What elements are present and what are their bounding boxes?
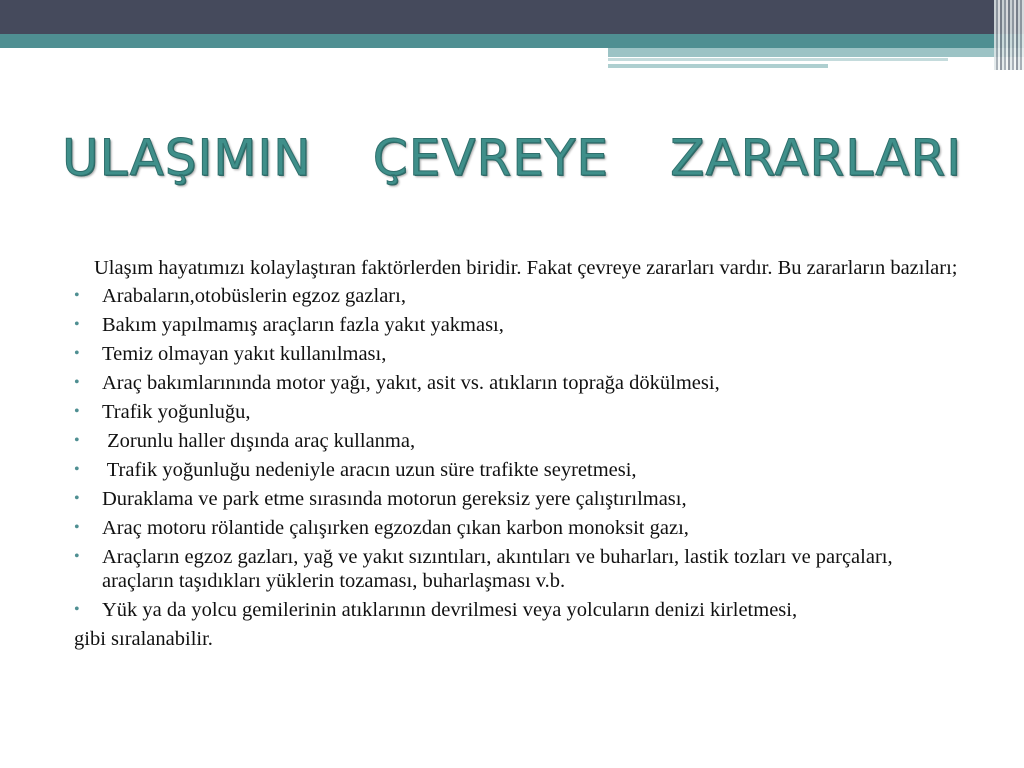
list-item-text: Araçların egzoz gazları, yağ ve yakıt sızıntıları, akıntıları ve buharları, lastik tozları ve parçaları, araçların taşıdıkları yüklerin tozaması, buharlaşması v.b. [102,546,893,592]
bullet-icon: • [74,345,80,362]
outro-text: gibi sıralanabilir. [74,628,213,650]
list-item-text: Yük ya da yolcu gemilerinin atıklarının devrilmesi veya yolcuların denizi kirletmesi, [102,599,798,621]
bullet-icon: • [74,374,80,391]
title-word: ULAŞIMIN [62,129,312,187]
list-item-text: Duraklama ve park etme sırasında motorun gereksiz yere çalıştırılması, [102,488,687,510]
bullet-icon: • [74,287,80,304]
bullet-icon: • [74,316,80,333]
list-item [74,313,964,337]
list-item-text: Trafik yoğunluğu, [102,401,251,423]
list-item [74,598,964,622]
header-band-teal [0,34,1024,48]
bullet-icon: • [74,601,80,618]
bullet-list [74,284,964,622]
list-item-text: Zorunlu haller dışında araç kullanma, [102,430,416,452]
intro-paragraph: Ulaşım hayatımızı kolaylaştıran faktörlerden biridir. Fakat çevreye zararları vardır. Bu zararların bazıları; [94,257,958,279]
header-band-accent [608,48,1024,57]
list-item [74,400,964,424]
list-item [74,429,964,453]
bullet-icon: • [74,519,80,536]
list-item-text: Araç bakımlarınında motor yağı, yakıt, asit vs. atıkların toprağa dökülmesi, [102,372,720,394]
bullet-icon: • [74,490,80,507]
bullet-icon: • [74,461,80,478]
list-item [74,284,964,308]
bullet-icon: • [74,432,80,449]
bullet-icon: • [74,403,80,420]
header-line [608,64,828,68]
header-band-dark [0,0,1024,34]
title-word: ÇEVREYE [372,129,609,187]
slide-body [74,256,964,651]
list-item [74,516,964,540]
slide-title [62,128,962,188]
title-word: ZARARLARI [670,129,962,187]
list-item-text: Araç motoru rölantide çalışırken egzozdan çıkan karbon monoksit gazı, [102,517,689,539]
list-item-text: Arabaların,otobüslerin egzoz gazları, [102,285,406,307]
list-item [74,545,964,593]
list-item [74,458,964,482]
list-item-text: Trafik yoğunluğu nedeniyle aracın uzun süre trafikte seyretmesi, [102,459,637,481]
list-item [74,342,964,366]
list-item [74,371,964,395]
bullet-icon: • [74,548,80,565]
list-item [74,487,964,511]
header-stripes [994,0,1024,70]
list-item-text: Temiz olmayan yakıt kullanılması, [102,343,387,365]
list-item-text: Bakım yapılmamış araçların fazla yakıt yakması, [102,314,504,336]
header-line [608,58,948,61]
